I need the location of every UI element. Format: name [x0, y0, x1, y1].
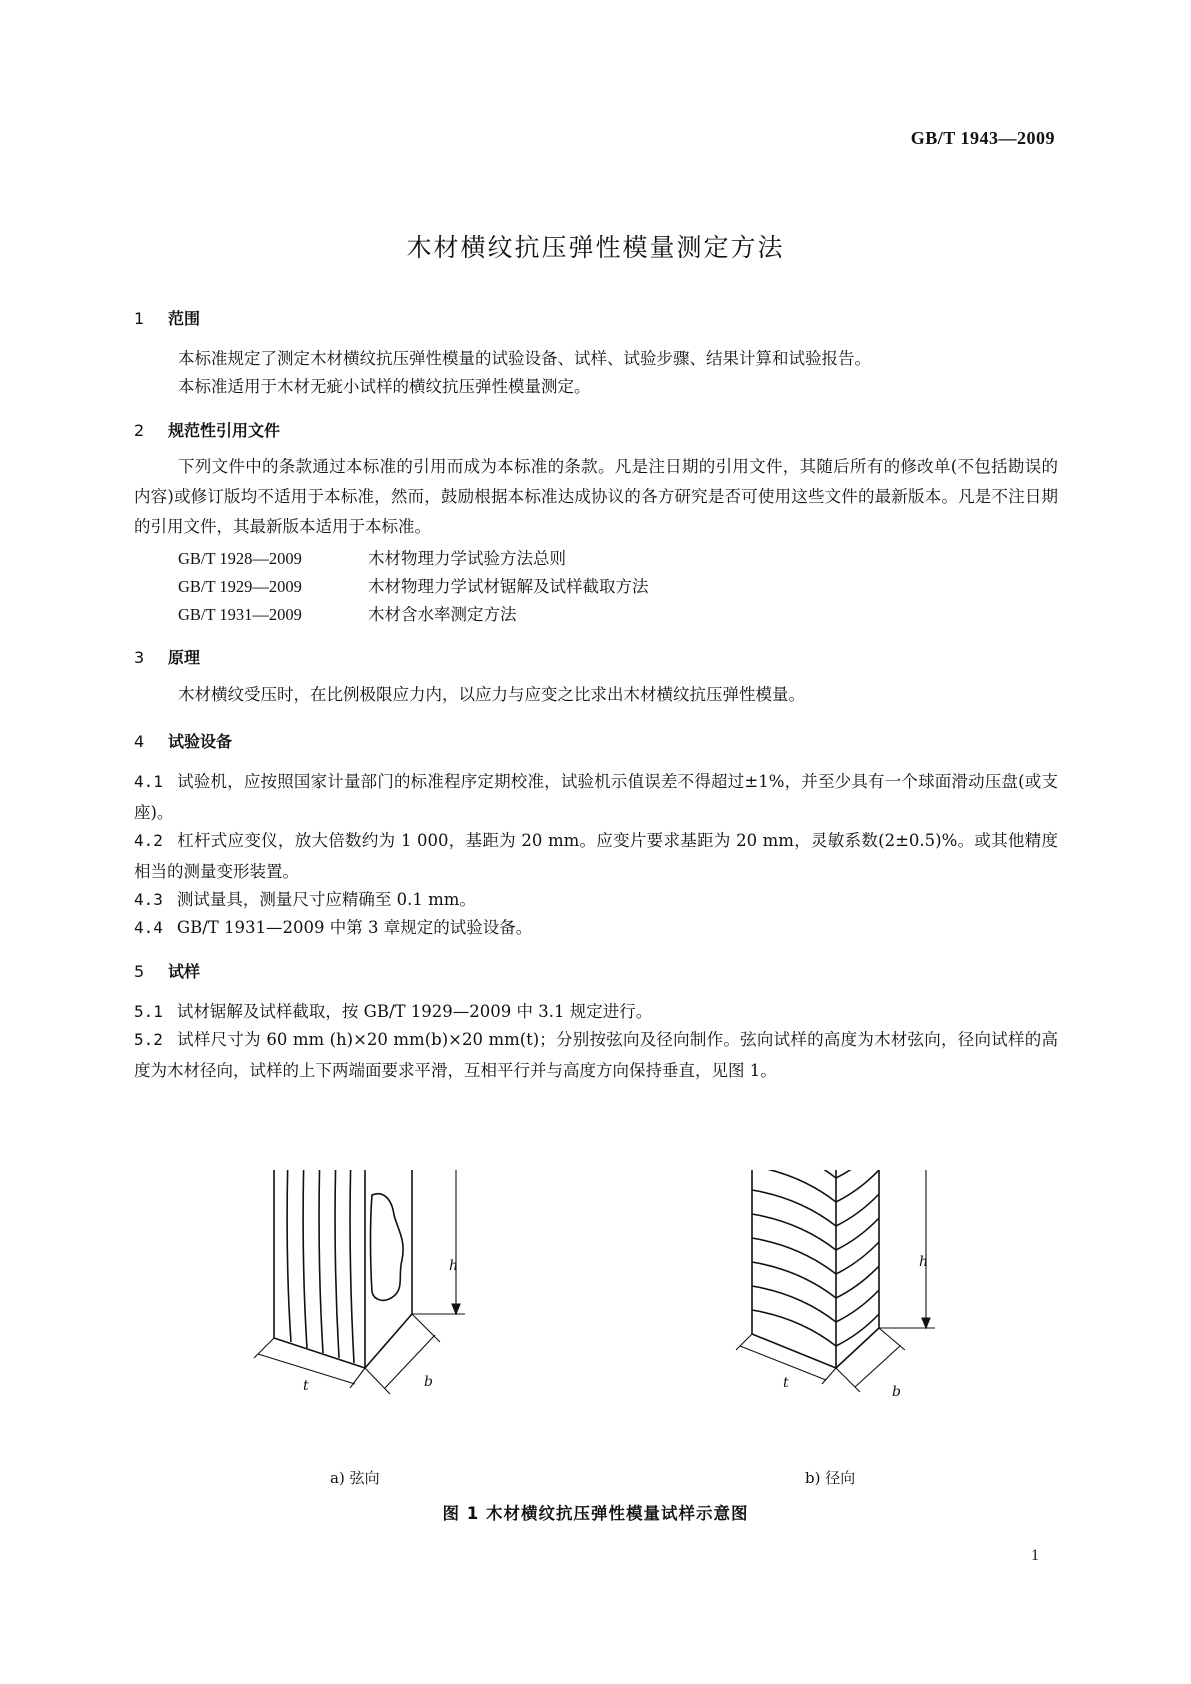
section-number: 3 [134, 648, 145, 667]
section-number: 2 [134, 421, 145, 440]
reference-name: 木材含水率测定方法 [368, 605, 517, 624]
section-3-heading [134, 645, 200, 668]
section-number: 1 [134, 309, 145, 328]
clause-number: 5.2 [134, 1030, 163, 1049]
paragraph: 木材横纹受压时，在比例极限应力内，以应力与应变之比求出木材横纹抗压弹性模量。 [178, 685, 805, 704]
clause-number: 4.2 [134, 831, 163, 850]
reference-item [178, 601, 517, 625]
clause-number: 4.3 [134, 890, 163, 909]
page-title: 木材横纹抗压弹性模量测定方法 [406, 233, 785, 262]
section-4-heading [134, 729, 232, 752]
subfigure-a-caption: a) 弦向 [330, 1469, 380, 1487]
clause-4-3 [134, 884, 1058, 915]
section-number: 4 [134, 732, 145, 751]
figure-caption: 图 1 木材横纹抗压弹性模量试样示意图 [442, 1504, 749, 1523]
section-number: 5 [134, 962, 145, 981]
label-h-a: h [449, 1258, 459, 1274]
section-title: 试验设备 [168, 732, 233, 751]
section-2-heading [134, 418, 280, 441]
clause-text: GB/T 1931—2009 中第 3 章规定的试验设备。 [176, 918, 533, 937]
section-title: 规范性引用文件 [168, 421, 281, 440]
page-number: 1 [1031, 1547, 1039, 1564]
clause-text: 试样尺寸为 60 mm (h)×20 mm(b)×20 mm(t)；分别按弦向及径向制作。弦向试样的高度为木材弦向，径向试样的高度为木材径向，试样的上下两端面要求平滑，互相平行并与高度方向保持垂直，见图 1。 [134, 1030, 1058, 1080]
reference-name: 木材物理力学试材锯解及试样截取方法 [368, 577, 649, 596]
reference-code: GB/T 1931—2009 [178, 605, 302, 624]
clause-4-4 [134, 912, 1058, 943]
reference-code: GB/T 1928—2009 [178, 549, 302, 568]
clause-5-1 [134, 996, 1058, 1027]
section-title: 试样 [168, 962, 201, 981]
label-b-a: b [424, 1374, 433, 1390]
standard-number: GB/T 1943—2009 [910, 128, 1055, 148]
section-title: 范围 [168, 309, 201, 328]
clause-text: 试验机，应按照国家计量部门的标准程序定期校准，试验机示值误差不得超过±1%，并至少具有一个球面滑动压盘(或支座)。 [134, 772, 1058, 822]
reference-name: 木材物理力学试验方法总则 [368, 549, 566, 568]
reference-item [178, 545, 566, 569]
label-h-b: h [919, 1254, 929, 1270]
clause-number: 4.1 [134, 772, 163, 791]
radial-specimen-drawing [752, 1170, 879, 1368]
clause-5-2 [134, 1024, 1058, 1086]
clause-number: 4.4 [134, 918, 163, 937]
label-t-a: t [303, 1378, 309, 1394]
reference-code: GB/T 1929—2009 [178, 577, 302, 596]
clause-text: 试材锯解及试样截取，按 GB/T 1929—2009 中 3.1 规定进行。 [176, 1002, 653, 1021]
label-t-b: t [783, 1375, 789, 1391]
clause-4-1 [134, 766, 1058, 828]
paragraph: 下列文件中的条款通过本标准的引用而成为本标准的条款。凡是注日期的引用文件，其随后所有的修改单(不包括勘误的内容)或修订版均不适用于本标准，然而，鼓励根据本标准达成协议的各方研究是否可使用这些文件的最新版本。凡是不注日期的引用文件，其最新版本适用于本标准。 [134, 457, 1058, 536]
clause-text: 测试量具，测量尺寸应精确至 0.1 mm。 [176, 890, 476, 909]
clause-text: 杠杆式应变仪，放大倍数约为 1 000，基距为 20 mm。应变片要求基距为 20 mm，灵敏系数(2±0.5)%。或其他精度相当的测量变形装置。 [134, 831, 1058, 881]
paragraph: 本标准适用于木材无疵小试样的横纹抗压弹性模量测定。 [178, 377, 591, 396]
subfigure-b-caption: b) 径向 [805, 1469, 856, 1487]
reference-item [178, 573, 649, 597]
clause-4-2 [134, 825, 1058, 887]
figure-1-diagram [0, 1170, 1191, 1490]
section-title: 原理 [168, 648, 201, 667]
paragraph: 本标准规定了测定木材横纹抗压弹性模量的试验设备、试样、试验步骤、结果计算和试验报告。 [178, 349, 871, 368]
section-1-heading [134, 306, 200, 329]
label-b-b: b [892, 1384, 901, 1400]
clause-number: 5.1 [134, 1002, 163, 1021]
tangential-specimen-drawing [274, 1170, 433, 1378]
section-5-heading [134, 959, 200, 982]
